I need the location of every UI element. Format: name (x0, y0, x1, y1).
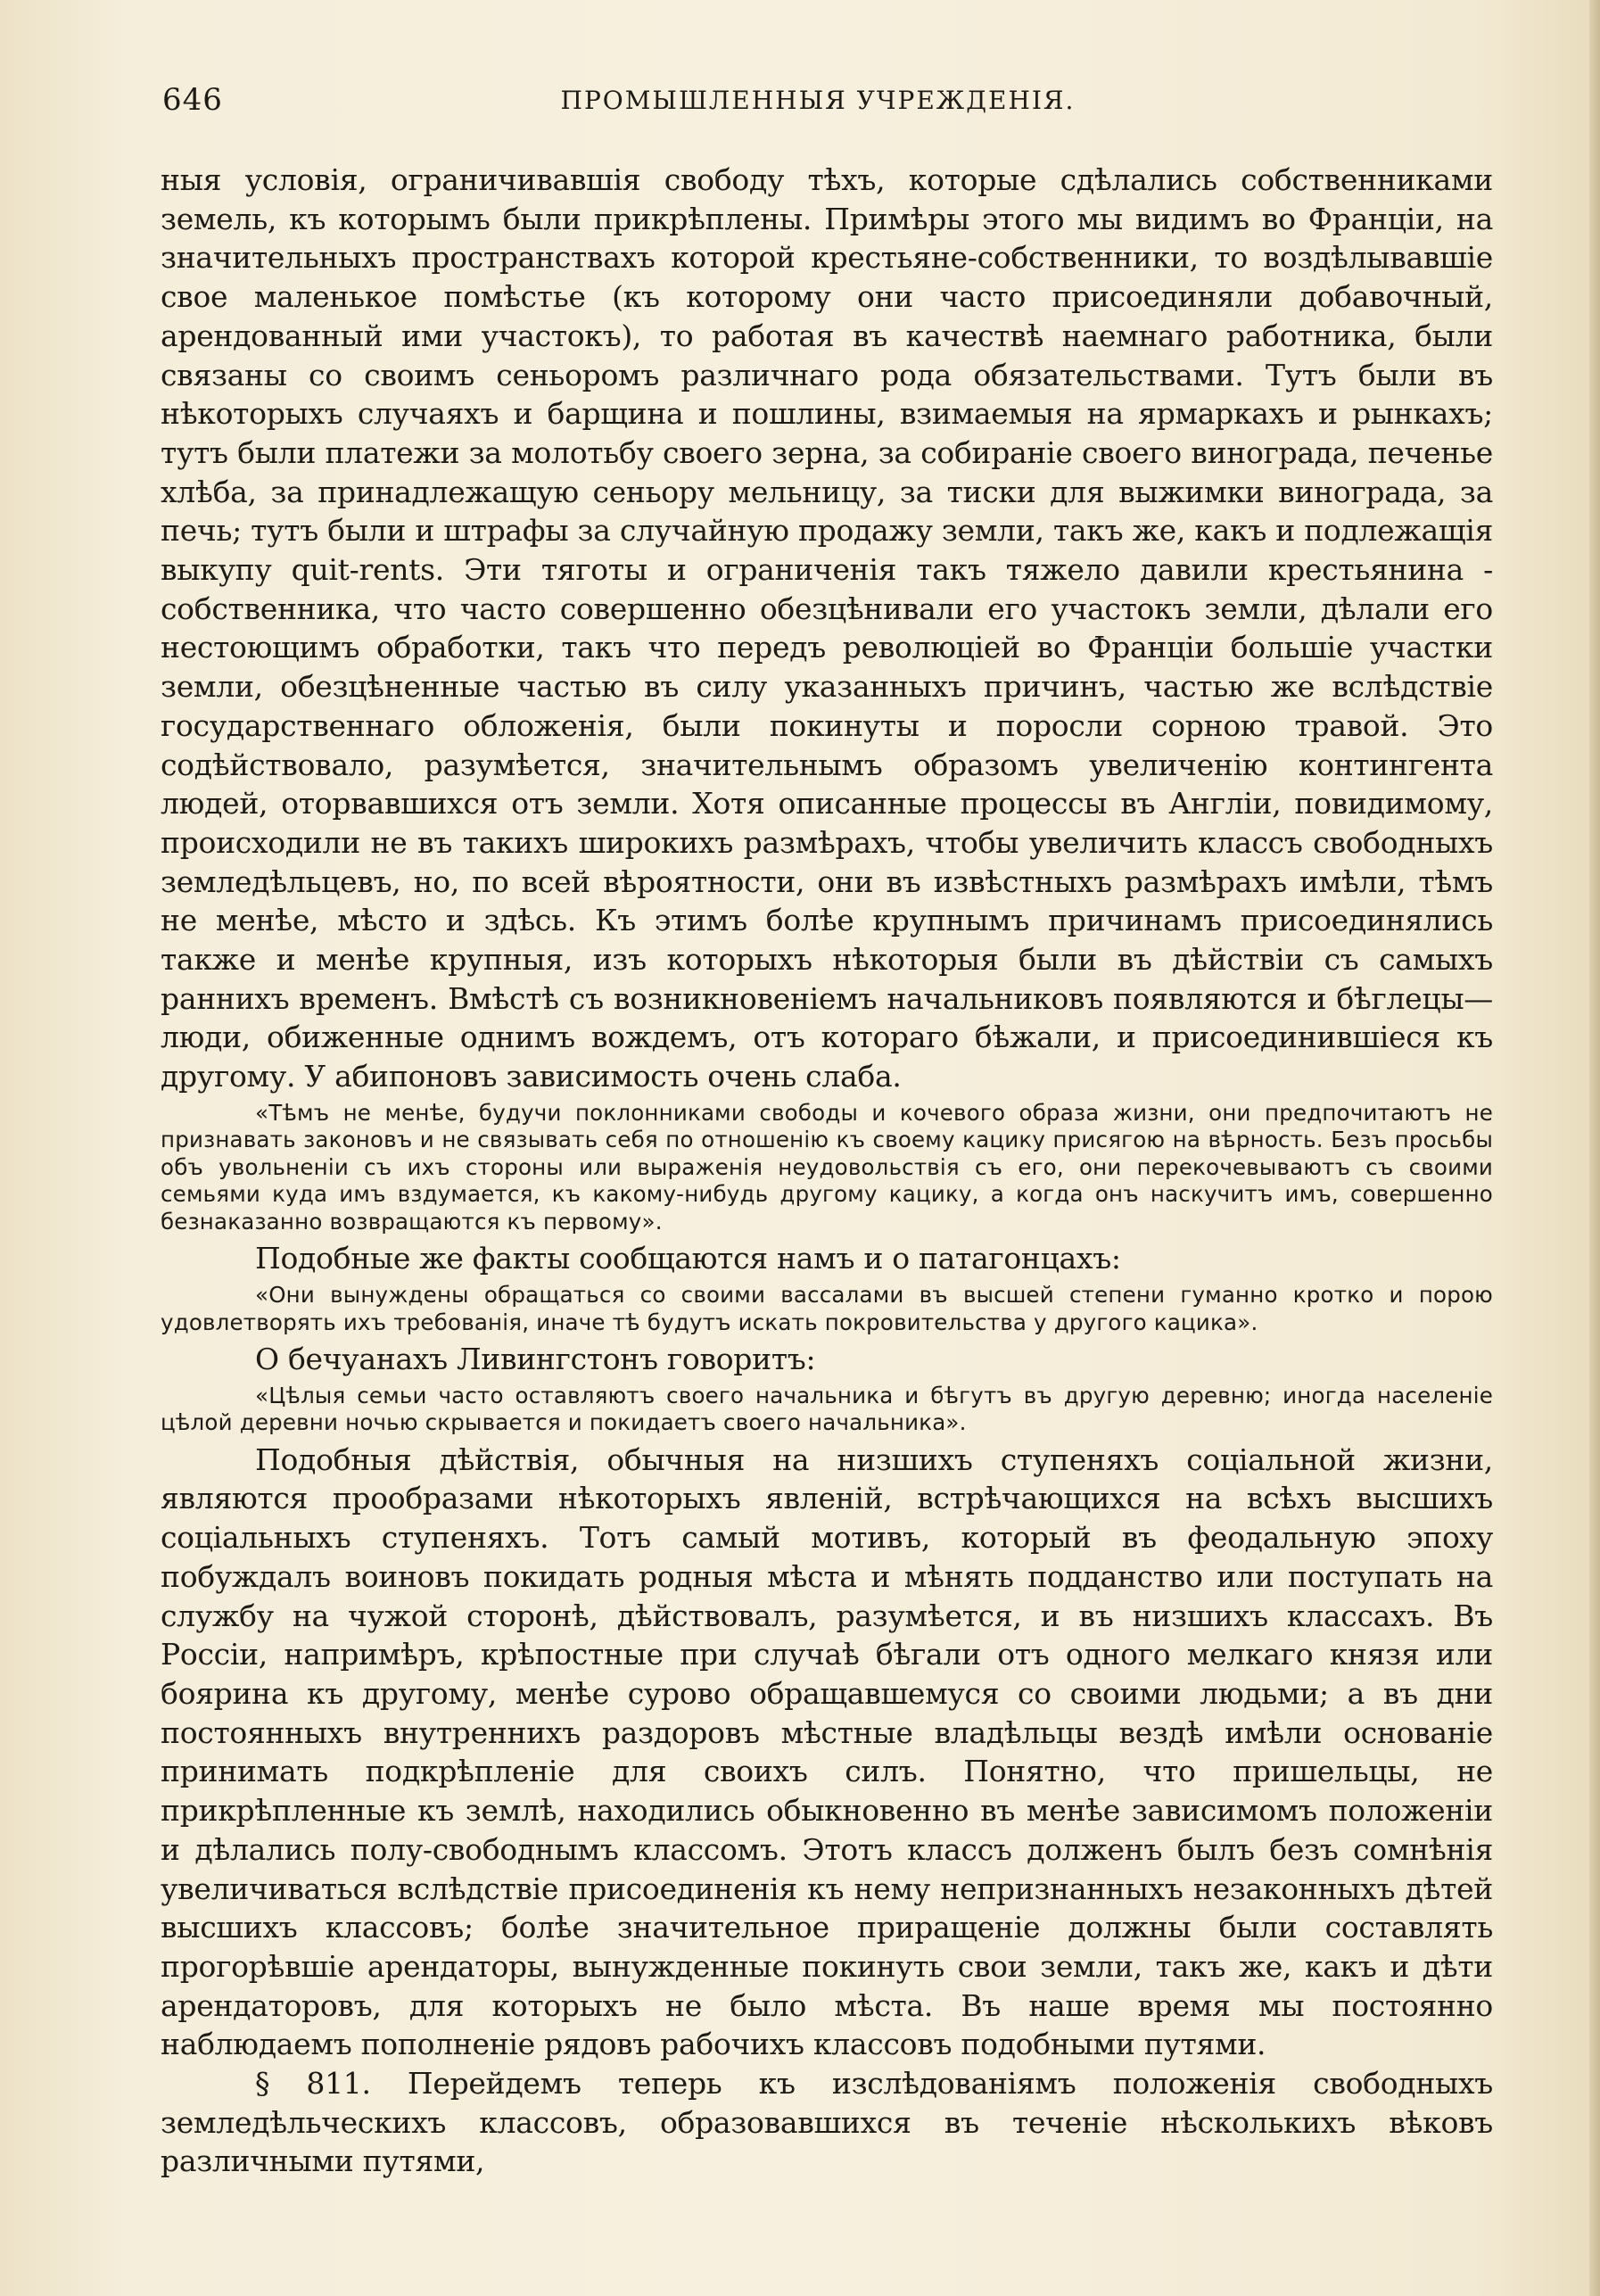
paragraph: ныя условія, ограничивавшія свободу тѣхъ, которые сдѣлались собственниками земель, къ которымъ были прикрѣплены. Примѣры этого мы видимъ во Франціи, на значительныхъ пространствахъ которой крестьяне-собственники, то воздѣлывавшіе свое маленькое помѣстье (къ которому они часто присоединяли добавочный, арендованный ими участокъ), то работая въ качествѣ наемнаго работника, были связаны со своимъ сеньоромъ различнаго рода обязательствами. Тутъ были въ нѣкоторыхъ случаяхъ и барщина и пошлины, взимаемыя на ярмаркахъ и рынкахъ; тутъ были платежи за молотьбу своего зерна, за собираніе своего винограда, печенье хлѣба, за принадлежащую сеньору мельницу, за тиски для выжимки винограда, за печь; тутъ были и штрафы за случайную продажу земли, такъ же, какъ и подлежащія выкупу quit-rents. Эти тяготы и ограниченія такъ тяжело давили крестьянина - собственника, что часто совершенно обезцѣнивали его участокъ земли, дѣлали его нестоющимъ обработки, такъ что передъ революціей во Франціи большіе участки земли, обезцѣненные частью въ силу указанныхъ причинъ, частью же вслѣдствіе государственнаго обложенія, были покинуты и поросли сорною травой. Это содѣйствовало, разумѣется, значительнымъ образомъ увеличенію контингента людей, оторвавшихся отъ земли. Хотя описанные процессы въ Англіи, повидимому, происходили не въ такихъ широкихъ размѣрахъ, чтобы увеличить классъ свободныхъ земледѣльцевъ, но, по всей вѣроятности, они въ извѣстныхъ размѣрахъ имѣли, тѣмъ не менѣе, мѣсто и здѣсь. Къ этимъ болѣе крупнымъ причинамъ присоединялись также и менѣе крупныя, изъ которыхъ нѣкоторыя были въ дѣйствіи съ самыхъ раннихъ временъ. Вмѣстѣ съ возникновеніемъ начальниковъ появляются и бѣглецы—люди, обиженные однимъ вождемъ, отъ котораго бѣжали, и присоединившіеся къ другому. У абипоновъ зависимость очень слаба. (161, 162, 1493, 1094)
page-edge (1589, 0, 1600, 2296)
running-title: ПРОМЫШЛЕННЫЯ УЧРЕЖДЕНІЯ. (560, 86, 1076, 115)
paragraph: О бечуанахъ Ливингстонъ говоритъ: (255, 1342, 816, 1377)
paragraph: Подобныя дѣйствія, обычныя на низшихъ ступеняхъ соціальной жизни, являются прообразами нѣкоторыхъ явленій, встрѣчающихся на всѣхъ высшихъ соціальныхъ ступеняхъ. Тотъ самый мотивъ, который въ феодальную эпоху побуждалъ воиновъ покидать родныя мѣста и мѣнять подданство или поступать на службу на чужой сторонѣ, дѣйствовалъ, разумѣется, и въ низшихъ классахъ. Въ Россіи, напримѣръ, крѣпостные при случаѣ бѣгали отъ одного мелкаго князя или боярина къ другому, менѣе сурово обращавшемуся со своими людьми; а въ дни постоянныхъ внутреннихъ раздоровъ мѣстные владѣльцы вездѣ имѣли основаніе принимать подкрѣпленіе для своихъ силъ. Понятно, что пришельцы, не прикрѣпленные къ землѣ, находились обыкновенно въ менѣе зависимомъ положеніи и дѣлались полу-свободнымъ классомъ. Этотъ классъ долженъ былъ безъ сомнѣнія увеличиваться вслѣдствіе присоединенія къ нему непризнанныхъ незаконныхъ дѣтей высшихъ классовъ; болѣе значительное приращеніе должны были составлять прогорѣвшіе арендаторы, вынужденные покинуть свои земли, такъ же, какъ и дѣти арендаторовъ, для которыхъ не было мѣста. Въ наше время мы постоянно наблюдаемъ пополненіе рядовъ рабочихъ классовъ подобными путями. (161, 1441, 1493, 2062)
page-header (162, 82, 1473, 127)
block-quote: «Тѣмъ не менѣе, будучи поклонниками свободы и кочевого образа жизни, они предпочитаютъ не признавать законовъ и не связывать себя по отношенію къ своему кацику присягою на вѣрность. Безъ просьбы объ увольненіи съ ихъ стороны или выраженія неудовольствія съ его, они перекочевываютъ съ своими семьями куда имъ вздумается, къ какому-нибудь другому кацику, а когда онъ наскучитъ имъ, совершенно безнаказанно возвращаются къ первому». (161, 1099, 1493, 1235)
page-number: 646 (162, 82, 223, 118)
paragraph: Подобные же факты сообщаются намъ и о патагонцахъ: (255, 1241, 1121, 1276)
section-paragraph: § 811. Перейдемъ теперь къ изслѣдованіямъ положенія свободныхъ земледѣльческихъ классовъ, образовавшихся въ теченіе нѣсколькихъ вѣковъ различными путями, (161, 2066, 1493, 2179)
block-quote: «Цѣлыя семьи часто оставляютъ своего начальника и бѣгутъ въ другую деревню; иногда населеніе цѣлой деревни ночью скрывается и покидаетъ своего начальника». (161, 1382, 1493, 1436)
page-body (161, 161, 1493, 2181)
block-quote: «Они вынуждены обращаться со своими вассалами въ высшей степени гуманно кротко и порою удовлетворять ихъ требованія, иначе тѣ будутъ искать покровительства у другого кацика». (161, 1282, 1493, 1335)
